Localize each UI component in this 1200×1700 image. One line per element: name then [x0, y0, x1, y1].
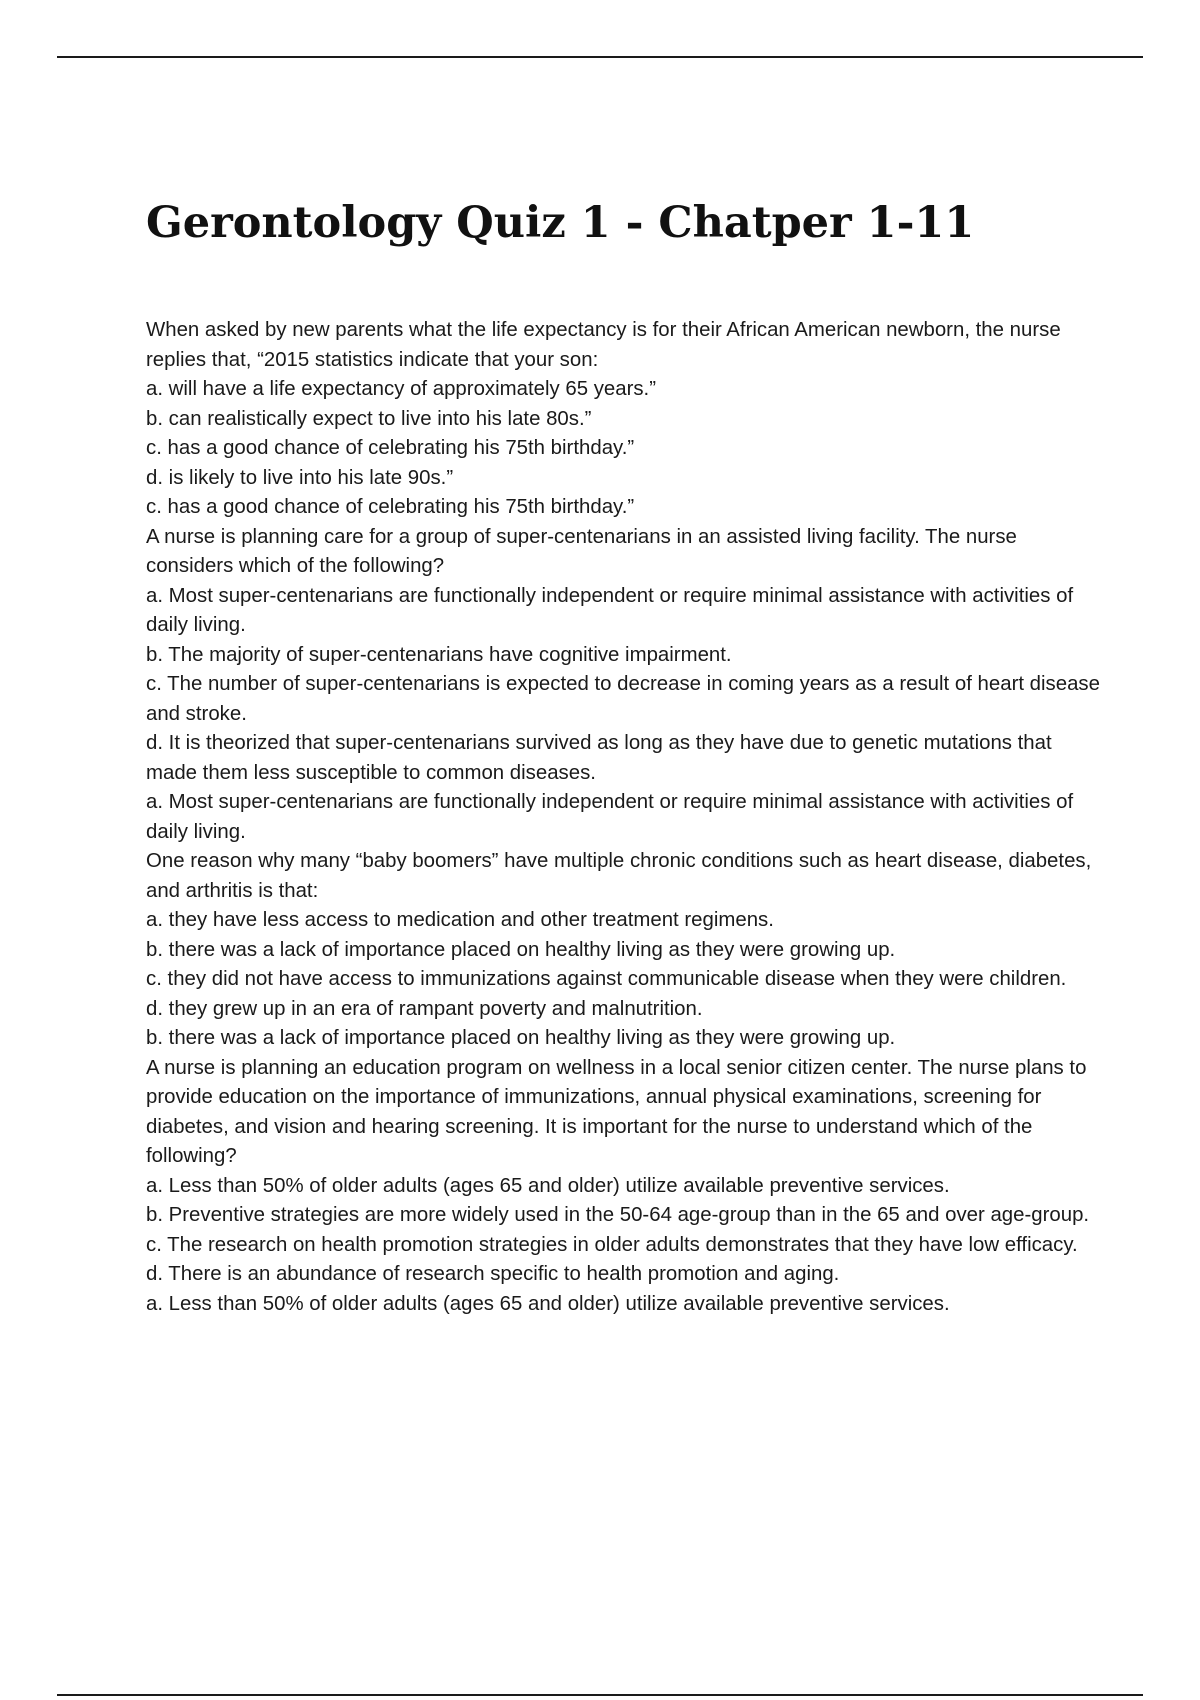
- question-2-option-c: c. The number of super-centenarians is expected to decrease in coming years as a result of heart disease and stroke.: [146, 673, 1100, 725]
- question-1-option-a: a. will have a life expectancy of approximately 65 years.”: [146, 378, 657, 400]
- question-4-stem: A nurse is planning an education program on wellness in a local senior citizen center. The nurse plans to provide education on the importance of immunizations, annual physical examinations, screening for diabetes, and vision and hearing screening. It is important for the nurse to understand which of the following?: [146, 1056, 1087, 1167]
- page-title: Gerontology Quiz 1 - Chatper 1-11: [146, 198, 975, 248]
- question-2-option-b: b. The majority of super-centenarians have cognitive impairment.: [146, 643, 732, 666]
- question-3-option-a: a. they have less access to medication and other treatment regimens.: [146, 909, 774, 931]
- question-3-stem: One reason why many “baby boomers” have multiple chronic conditions such as heart disease, diabetes, and arthritis is that:: [146, 850, 1092, 902]
- question-3-option-d: d. they grew up in an era of rampant poverty and malnutrition.: [146, 997, 703, 1020]
- question-2-option-a: a. Most super-centenarians are functionally independent or require minimal assistance with activities of daily living.: [146, 584, 1074, 636]
- question-1-answer: c. has a good chance of celebrating his 75th birthday.”: [146, 496, 635, 518]
- question-3-option-b: b. there was a lack of importance placed on healthy living as they were growing up.: [146, 938, 896, 961]
- question-4-option-d: d. There is an abundance of research specific to health promotion and aging.: [146, 1263, 840, 1285]
- question-4-option-b: b. Preventive strategies are more widely used in the 50-64 age-group than in the 65 and over age-group.: [146, 1204, 1090, 1226]
- question-4-answer: a. Less than 50% of older adults (ages 65 and older) utilize available preventive services.: [146, 1292, 950, 1315]
- question-2-stem: A nurse is planning care for a group of super-centenarians in an assisted living facility. The nurse considers which of the following?: [146, 525, 1017, 577]
- question-1-stem: When asked by new parents what the life expectancy is for their African American newborn, the nurse replies that, “2015 statistics indicate that your son:: [146, 319, 1061, 371]
- question-4-option-a: a. Less than 50% of older adults (ages 65 and older) utilize available preventive services.: [146, 1174, 950, 1197]
- question-1-option-c: c. has a good chance of celebrating his 75th birthday.”: [146, 437, 635, 459]
- question-2-answer: a. Most super-centenarians are functionally independent or require minimal assistance with activities of daily living.: [146, 791, 1074, 843]
- question-3-answer: b. there was a lack of importance placed on healthy living as they were growing up.: [146, 1027, 896, 1049]
- question-1-option-d: d. is likely to live into his late 90s.”: [146, 466, 454, 489]
- quiz-body: [146, 316, 1106, 1319]
- question-1-option-b: b. can realistically expect to live into his late 80s.”: [146, 407, 592, 430]
- question-3-option-c: c. they did not have access to immunizations against communicable disease when they were children.: [146, 968, 1067, 990]
- bottom-divider: [57, 1694, 1143, 1696]
- question-2-option-d: d. It is theorized that super-centenarians survived as long as they have due to genetic mutations that made them less susceptible to common diseases.: [146, 732, 1052, 784]
- question-4-option-c: c. The research on health promotion strategies in older adults demonstrates that they have low efficacy.: [146, 1233, 1078, 1256]
- top-divider: [57, 56, 1143, 58]
